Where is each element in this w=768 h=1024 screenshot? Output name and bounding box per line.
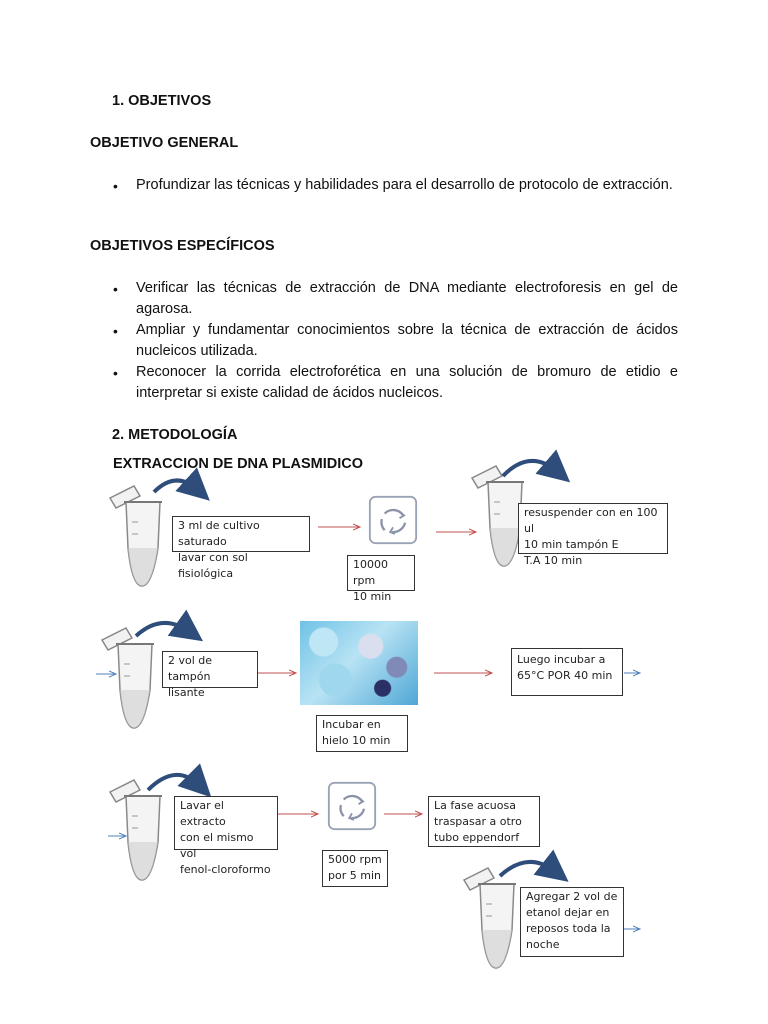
eppendorf-tube-icon	[472, 466, 524, 566]
specific-item-3: Reconocer la corrida electroforética en una solución de bromuro de etidio e interpretar si existe calidad de ácidos nucleicos.	[136, 364, 678, 401]
step-box-lavar: Lavar el extracto con el mismo vol fenol-cloroformo	[174, 796, 278, 850]
centrifuge-icon	[370, 497, 416, 543]
objetivos-especificos-heading: OBJETIVOS ESPECÍFICOS	[90, 238, 275, 254]
step-box-resuspender: resuspender con en 100 ul 10 min tampón E T.A 10 min	[518, 503, 668, 554]
bullet: •	[113, 365, 118, 381]
eppendorf-tube-icon	[110, 780, 162, 880]
eppendorf-tube-icon	[110, 486, 162, 586]
subheading-extraccion: EXTRACCION DE DNA PLASMIDICO	[113, 456, 363, 472]
eppendorf-tube-icon	[464, 868, 516, 968]
curve-arrow-icon	[148, 775, 200, 790]
section-heading-objetivos: 1. OBJETIVOS	[112, 93, 212, 109]
ice-label: Incubar en hielo 10 min	[316, 715, 408, 752]
curve-arrow-icon	[503, 461, 558, 476]
objetivo-general-heading: OBJETIVO GENERAL	[90, 135, 239, 151]
curve-arrow-icon	[500, 862, 556, 876]
centrifuge-icon	[329, 783, 375, 829]
specific-item-1: Verificar las técnicas de extracción de DNA mediante electroforesis en gel de agarosa.	[136, 280, 678, 317]
bullet: •	[113, 178, 118, 194]
specific-item-2: Ampliar y fundamentar conocimientos sobre la técnica de extracción de ácidos nucleicos utilizada.	[136, 322, 678, 359]
eppendorf-tube-icon	[102, 628, 154, 728]
general-item-1: Profundizar las técnicas y habilidades para el desarrollo de protocolo de extracción.	[136, 177, 673, 193]
centrifuge-label-1: 10000 rpm 10 min	[347, 555, 415, 591]
section-heading-metodologia: 2. METODOLOGÍA	[112, 427, 238, 443]
ice-photo	[300, 621, 418, 705]
step-box-etanol: Agregar 2 vol de etanol dejar en reposos toda la noche	[520, 887, 624, 957]
curve-arrow-icon	[136, 623, 190, 636]
step-box-fase-acuosa: La fase acuosa traspasar a otro tubo eppendorf	[428, 796, 540, 847]
centrifuge-label-2: 5000 rpm por 5 min	[322, 850, 388, 887]
step-box-incubar: Luego incubar a 65°C POR 40 min	[511, 648, 623, 696]
bullet: •	[113, 281, 118, 297]
curve-arrow-icon	[154, 480, 198, 492]
bullet: •	[113, 323, 118, 339]
step-box-tampon: 2 vol de tampón lisante	[162, 651, 258, 688]
step-box-cultivo: 3 ml de cultivo saturado lavar con sol fisiológica	[172, 516, 310, 552]
